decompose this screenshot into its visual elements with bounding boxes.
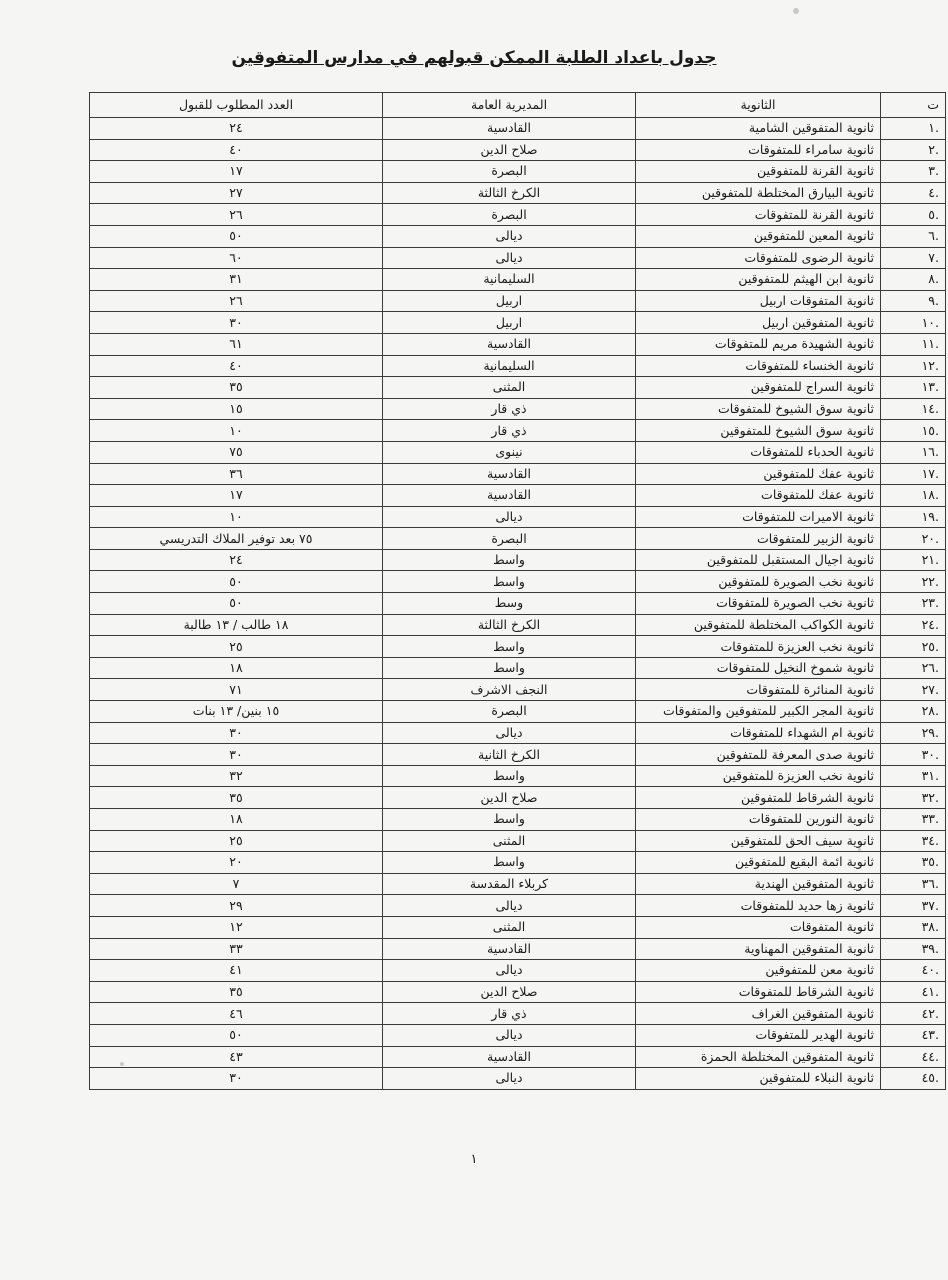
table-row	[90, 895, 946, 917]
required-count: ١٨ طالب / ١٣ طالبة	[90, 614, 383, 636]
required-count: ٢٥	[90, 830, 383, 852]
schools-table	[89, 92, 946, 1090]
paper-speck	[793, 8, 799, 14]
required-count: ٣٥	[90, 787, 383, 809]
directorate-name: صلاح الدين	[383, 981, 636, 1003]
school-name: ثانوية المنائرة للمتفوقات	[636, 679, 881, 701]
directorate-name: المثنى	[383, 916, 636, 938]
required-count: ٣٠	[90, 1068, 383, 1090]
table-row	[90, 528, 946, 550]
school-name: ثانوية سامراء للمتفوقات	[636, 139, 881, 161]
table-row	[90, 614, 946, 636]
table-row	[90, 549, 946, 571]
table-body	[90, 118, 946, 1090]
directorate-name: وسط	[383, 593, 636, 615]
row-number: .٩	[881, 290, 946, 312]
row-number: .٢٤	[881, 614, 946, 636]
row-number: .٣٦	[881, 873, 946, 895]
directorate-name: ديالى	[383, 960, 636, 982]
directorate-name: اربيل	[383, 290, 636, 312]
required-count: ٥٠	[90, 593, 383, 615]
header-directorate: المديرية العامة	[383, 93, 636, 118]
row-number: .٨	[881, 269, 946, 291]
directorate-name: نينوى	[383, 441, 636, 463]
table-row	[90, 269, 946, 291]
table-row	[90, 873, 946, 895]
table-row	[90, 809, 946, 831]
required-count: ٢٦	[90, 204, 383, 226]
school-name: ثانوية الحدباء للمتفوقات	[636, 441, 881, 463]
directorate-name: واسط	[383, 549, 636, 571]
required-count: ٣٥	[90, 981, 383, 1003]
row-number: .٢	[881, 139, 946, 161]
table-row	[90, 852, 946, 874]
row-number: .٢٥	[881, 636, 946, 658]
row-number: .٣٥	[881, 852, 946, 874]
directorate-name: البصرة	[383, 528, 636, 550]
directorate-name: الكرخ الثالثة	[383, 182, 636, 204]
directorate-name: السليمانية	[383, 355, 636, 377]
directorate-name: ديالى	[383, 1068, 636, 1090]
row-number: .١١	[881, 333, 946, 355]
directorate-name: اربيل	[383, 312, 636, 334]
table-row	[90, 960, 946, 982]
school-name: ثانوية النبلاء للمتفوقين	[636, 1068, 881, 1090]
table-row	[90, 485, 946, 507]
directorate-name: واسط	[383, 765, 636, 787]
table-row	[90, 398, 946, 420]
school-name: ثانوية المتفوقين الغراف	[636, 1003, 881, 1025]
row-number: .١٤	[881, 398, 946, 420]
row-number: .٣٠	[881, 744, 946, 766]
required-count: ٢٥	[90, 636, 383, 658]
school-name: ثانوية البيارق المختلطة للمتفوقين	[636, 182, 881, 204]
row-number: .٣٨	[881, 916, 946, 938]
school-name: ثانوية المتفوقين اربيل	[636, 312, 881, 334]
table-row	[90, 1003, 946, 1025]
row-number: .٤٢	[881, 1003, 946, 1025]
table-row	[90, 118, 946, 140]
school-name: ثانوية نخب العزيزة للمتفوقين	[636, 765, 881, 787]
directorate-name: القادسية	[383, 333, 636, 355]
table-row	[90, 916, 946, 938]
table-row	[90, 636, 946, 658]
required-count: ٧١	[90, 679, 383, 701]
row-number: .٢٩	[881, 722, 946, 744]
directorate-name: النجف الاشرف	[383, 679, 636, 701]
row-number: .١٥	[881, 420, 946, 442]
required-count: ١٥ بنين/ ١٣ بنات	[90, 701, 383, 723]
directorate-name: القادسية	[383, 485, 636, 507]
header-num: ت	[881, 93, 946, 118]
required-count: ١٠	[90, 506, 383, 528]
directorate-name: الكرخ الثانية	[383, 744, 636, 766]
row-number: .٢١	[881, 549, 946, 571]
required-count: ٢٠	[90, 852, 383, 874]
header-count: العدد المطلوب للقبول	[90, 93, 383, 118]
required-count: ٥٠	[90, 225, 383, 247]
directorate-name: صلاح الدين	[383, 787, 636, 809]
school-name: ثانوية نخب الصويرة للمتفوقات	[636, 593, 881, 615]
table-row	[90, 701, 946, 723]
school-name: ثانوية المعين للمتفوقين	[636, 225, 881, 247]
required-count: ٧٥	[90, 441, 383, 463]
school-name: ثانوية المتفوقين المختلطة الحمزة	[636, 1046, 881, 1068]
school-name: ثانوية زها حديد للمتفوقات	[636, 895, 881, 917]
required-count: ٥٠	[90, 571, 383, 593]
row-number: .١٦	[881, 441, 946, 463]
table-row	[90, 204, 946, 226]
page-title: جدول باعداد الطلبة الممكن قبولهم في مدارس المتفوقين	[231, 48, 717, 68]
directorate-name: القادسية	[383, 463, 636, 485]
row-number: .١٨	[881, 485, 946, 507]
school-name: ثانوية الخنساء للمتفوقات	[636, 355, 881, 377]
school-name: ثانوية الكواكب المختلطة للمتفوقين	[636, 614, 881, 636]
directorate-name: ديالى	[383, 225, 636, 247]
school-name: ثانوية الهدير للمتفوقات	[636, 1024, 881, 1046]
page-number: ١	[470, 1152, 478, 1167]
required-count: ٤٦	[90, 1003, 383, 1025]
table-row	[90, 290, 946, 312]
directorate-name: القادسية	[383, 938, 636, 960]
table-row	[90, 593, 946, 615]
directorate-name: واسط	[383, 636, 636, 658]
required-count: ٣٠	[90, 744, 383, 766]
table-row	[90, 161, 946, 183]
row-number: .٥	[881, 204, 946, 226]
required-count: ٧	[90, 873, 383, 895]
row-number: .٣٧	[881, 895, 946, 917]
table-row	[90, 938, 946, 960]
directorate-name: واسط	[383, 852, 636, 874]
row-number: .٤٤	[881, 1046, 946, 1068]
required-count: ٤٣	[90, 1046, 383, 1068]
school-name: ثانوية الشرقاط للمتفوقين	[636, 787, 881, 809]
directorate-name: الكرخ الثالثة	[383, 614, 636, 636]
table-row	[90, 981, 946, 1003]
directorate-name: ديالى	[383, 1024, 636, 1046]
table-row	[90, 787, 946, 809]
school-name: ثانوية الزبير للمتفوقات	[636, 528, 881, 550]
table-row	[90, 441, 946, 463]
required-count: ١٠	[90, 420, 383, 442]
row-number: .٤٥	[881, 1068, 946, 1090]
directorate-name: واسط	[383, 657, 636, 679]
row-number: .٢٧	[881, 679, 946, 701]
school-name: ثانوية المجر الكبير للمتفوقين والمتفوقات	[636, 701, 881, 723]
school-name: ثانوية شموخ النخيل للمتفوقات	[636, 657, 881, 679]
table-row	[90, 463, 946, 485]
school-name: ثانوية الشرقاط للمتفوقات	[636, 981, 881, 1003]
required-count: ٤٠	[90, 355, 383, 377]
required-count: ١٢	[90, 916, 383, 938]
row-number: .٤١	[881, 981, 946, 1003]
row-number: .١٠	[881, 312, 946, 334]
row-number: .٢٢	[881, 571, 946, 593]
directorate-name: المثنى	[383, 377, 636, 399]
row-number: .٢٦	[881, 657, 946, 679]
school-name: ثانوية القرنة للمتفوقات	[636, 204, 881, 226]
directorate-name: ذي قار	[383, 1003, 636, 1025]
table-row	[90, 139, 946, 161]
school-name: ثانوية المتفوقين الهندية	[636, 873, 881, 895]
required-count: ٢٦	[90, 290, 383, 312]
directorate-name: ديالى	[383, 247, 636, 269]
school-name: ثانوية سيف الحق للمتفوقين	[636, 830, 881, 852]
row-number: .٤٠	[881, 960, 946, 982]
table-row	[90, 679, 946, 701]
required-count: ٦١	[90, 333, 383, 355]
table-row	[90, 1068, 946, 1090]
directorate-name: ديالى	[383, 895, 636, 917]
row-number: .٢٨	[881, 701, 946, 723]
school-name: ثانوية المتفوقات اربيل	[636, 290, 881, 312]
table-row	[90, 744, 946, 766]
required-count: ١٨	[90, 657, 383, 679]
required-count: ٣٢	[90, 765, 383, 787]
row-number: .١	[881, 118, 946, 140]
school-name: ثانوية المتفوقين الشامية	[636, 118, 881, 140]
row-number: .٢٠	[881, 528, 946, 550]
school-name: ثانوية السراج للمتفوقين	[636, 377, 881, 399]
school-name: ثانوية صدى المعرفة للمتفوقين	[636, 744, 881, 766]
directorate-name: البصرة	[383, 161, 636, 183]
school-name: ثانوية المتفوقين المهناوية	[636, 938, 881, 960]
school-name: ثانوية ائمة البقيع للمتفوقين	[636, 852, 881, 874]
required-count: ٣٠	[90, 312, 383, 334]
row-number: .٦	[881, 225, 946, 247]
row-number: .١٢	[881, 355, 946, 377]
table-row	[90, 571, 946, 593]
required-count: ٤٠	[90, 139, 383, 161]
school-name: ثانوية الشهيدة مريم للمتفوقات	[636, 333, 881, 355]
school-name: ثانوية المتفوقات	[636, 916, 881, 938]
required-count: ٣٥	[90, 377, 383, 399]
required-count: ٦٠	[90, 247, 383, 269]
row-number: .٧	[881, 247, 946, 269]
row-number: .١٣	[881, 377, 946, 399]
school-name: ثانوية عفك للمتفوقات	[636, 485, 881, 507]
table-row	[90, 1046, 946, 1068]
required-count: ٢٤	[90, 549, 383, 571]
table-row	[90, 377, 946, 399]
school-name: ثانوية ابن الهيثم للمتفوقين	[636, 269, 881, 291]
table-row	[90, 312, 946, 334]
school-name: ثانوية نخب العزيزة للمتفوقات	[636, 636, 881, 658]
directorate-name: المثنى	[383, 830, 636, 852]
directorate-name: ديالى	[383, 722, 636, 744]
school-name: ثانوية سوق الشيوخ للمتفوقين	[636, 420, 881, 442]
school-name: ثانوية سوق الشيوخ للمتفوقات	[636, 398, 881, 420]
table-row	[90, 506, 946, 528]
table-row	[90, 247, 946, 269]
table-row	[90, 1024, 946, 1046]
table-header-row	[90, 93, 946, 118]
row-number: .٤٣	[881, 1024, 946, 1046]
table-row	[90, 765, 946, 787]
required-count: ٣٣	[90, 938, 383, 960]
directorate-name: السليمانية	[383, 269, 636, 291]
required-count: ١٨	[90, 809, 383, 831]
table-row	[90, 182, 946, 204]
row-number: .١٩	[881, 506, 946, 528]
required-count: ٧٥ بعد توفير الملاك التدريسي	[90, 528, 383, 550]
school-name: ثانوية ام الشهداء للمتفوقات	[636, 722, 881, 744]
school-name: ثانوية النورين للمتفوقات	[636, 809, 881, 831]
school-name: ثانوية عفك للمتفوقين	[636, 463, 881, 485]
row-number: .٣٣	[881, 809, 946, 831]
row-number: .٣٩	[881, 938, 946, 960]
required-count: ٣٠	[90, 722, 383, 744]
school-name: ثانوية القرنة للمتفوقين	[636, 161, 881, 183]
directorate-name: القادسية	[383, 118, 636, 140]
table-row	[90, 657, 946, 679]
directorate-name: واسط	[383, 571, 636, 593]
row-number: .٣	[881, 161, 946, 183]
directorate-name: ذي قار	[383, 420, 636, 442]
row-number: .١٧	[881, 463, 946, 485]
required-count: ٥٠	[90, 1024, 383, 1046]
row-number: .٣٢	[881, 787, 946, 809]
directorate-name: ديالى	[383, 506, 636, 528]
required-count: ٣١	[90, 269, 383, 291]
directorate-name: البصرة	[383, 204, 636, 226]
table-row	[90, 830, 946, 852]
directorate-name: القادسية	[383, 1046, 636, 1068]
directorate-name: واسط	[383, 809, 636, 831]
table-row	[90, 420, 946, 442]
row-number: .٣١	[881, 765, 946, 787]
required-count: ١٧	[90, 485, 383, 507]
required-count: ٢٤	[90, 118, 383, 140]
table-row	[90, 722, 946, 744]
directorate-name: صلاح الدين	[383, 139, 636, 161]
table-row	[90, 333, 946, 355]
row-number: .٤	[881, 182, 946, 204]
directorate-name: البصرة	[383, 701, 636, 723]
school-name: ثانوية معن للمتفوقين	[636, 960, 881, 982]
directorate-name: كربلاء المقدسة	[383, 873, 636, 895]
school-name: ثانوية الرضوى للمتفوقات	[636, 247, 881, 269]
school-name: ثانوية اجيال المستقبل للمتفوقين	[636, 549, 881, 571]
row-number: .٢٣	[881, 593, 946, 615]
directorate-name: ذي قار	[383, 398, 636, 420]
required-count: ٢٧	[90, 182, 383, 204]
required-count: ٣٦	[90, 463, 383, 485]
required-count: ٢٩	[90, 895, 383, 917]
header-school: الثانوية	[636, 93, 881, 118]
school-name: ثانوية الاميرات للمتفوقات	[636, 506, 881, 528]
table-row	[90, 225, 946, 247]
row-number: .٣٤	[881, 830, 946, 852]
table-row	[90, 355, 946, 377]
required-count: ١٧	[90, 161, 383, 183]
required-count: ١٥	[90, 398, 383, 420]
school-name: ثانوية نخب الصويرة للمتفوقين	[636, 571, 881, 593]
required-count: ٤١	[90, 960, 383, 982]
